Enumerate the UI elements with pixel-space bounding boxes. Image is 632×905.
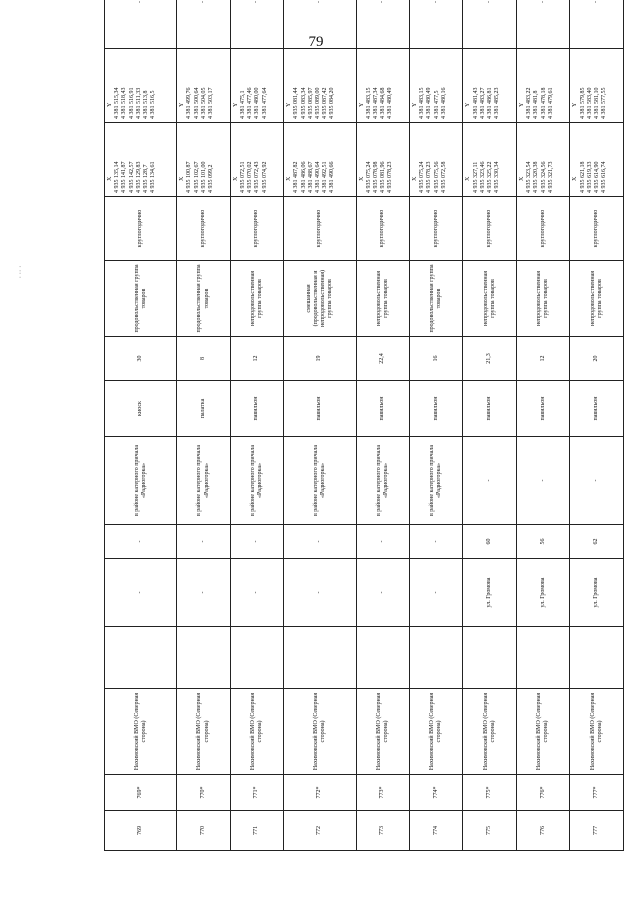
coordinate-value: 4 935 619,33 [586,161,593,193]
operating-mode-cell: круглогодично [409,197,462,261]
object-type-cell: павильон [284,381,356,437]
district-cell: Нахимовский ВМО (Северная сторона) [570,689,624,775]
note-cell: - [177,0,230,49]
x-axis-label: X [107,176,113,181]
specialization-cell: продовольственная группа товаров [177,261,230,337]
coordinate-value: 4 935 075,24 [419,161,426,193]
operating-mode-cell: круглогодично [230,197,283,261]
row-number-cell: 771 [230,811,283,851]
scheme-number-cell: 771* [230,775,283,811]
scheme-number-cell: 777* [570,775,624,811]
y-coordinates-cell [570,49,624,123]
note-cell: - [463,0,516,49]
scheme-number-cell: 772* [284,775,356,811]
kiosk-placement-table [104,0,624,851]
coordinate-value: 4 935 614,90 [594,161,600,193]
coordinate-value: 4 381 504,05 [200,87,207,119]
object-type-cell: павильон [356,381,409,437]
x-axis-label: X [518,176,525,181]
coordinate-value: 4 935 081,96 [380,161,387,193]
coordinate-value: 4 935 135,14 [114,161,121,193]
street-cell: - [177,559,230,627]
empty-cell [177,627,230,689]
operating-mode-cell: круглогодично [463,197,516,261]
object-type-cell: палатка [177,381,230,437]
specialization-cell: непродовольственная группа товаров [463,261,516,337]
coordinate-value: 4 935 129,83 [135,161,142,193]
specialization-cell: непродовольственная группа товаров [356,261,409,337]
row-number-cell: 773 [356,811,409,851]
coordinate-value: 4 935 141,87 [121,161,128,193]
coordinate-value: 4 381 513,8 [142,90,149,119]
area-cell: 12 [230,337,283,381]
row-number-cell: 775 [463,811,516,851]
x-coordinates-cell [230,123,283,197]
district-cell: Нахимовский ВМО (Северная сторона) [409,689,462,775]
y-coordinates-cell [409,49,462,123]
specialization-cell: продовольственная группа товаров [409,261,462,337]
table-row [284,0,356,851]
y-coordinates-cell [105,49,177,123]
object-type-cell: павильон [516,381,569,437]
operating-mode-cell: круглогодично [105,197,177,261]
object-type-cell: павильон [570,381,624,437]
y-coordinates-cell [284,49,356,123]
coordinate-value: 4 935 078,23 [426,161,433,193]
landmark-cell: в районе катерного причала «Радиогорка» [177,437,230,525]
coordinate-value: 4 935 078,23 [387,161,394,193]
coordinate-value: 4 935 324,56 [540,161,547,193]
row-number-cell: 776 [516,811,569,851]
coordinate-value: 4 381 500,64 [193,87,200,119]
landmark-cell: - [570,437,624,525]
coordinate-value: 4 935 072,51 [239,161,246,193]
row-number-cell: 777 [570,811,624,851]
empty-cell [230,627,283,689]
empty-cell [409,627,462,689]
specialization-cell: непродовольственная группа товаров [516,261,569,337]
district-cell: Нахимовский ВМО (Северная сторона) [105,689,177,775]
landmark-cell: в районе катерного причала «Радиогорка» [409,437,462,525]
y-axis-label: Y [286,102,293,107]
coordinate-value: 4 935 087,42 [322,87,329,119]
coordinate-value: 4 381 483,15 [365,87,372,119]
y-axis-label: Y [465,102,472,107]
street-cell: - [356,559,409,627]
y-axis-label: Y [518,102,525,107]
coordinate-value: 4 935 134,61 [150,161,157,193]
row-number-cell: 769 [105,811,177,851]
specialization-cell: непродовольственная группа товаров [570,261,624,337]
street-cell: - [105,559,177,627]
coordinate-value: 4 935 327,11 [472,161,479,193]
coordinate-value: 4 381 477,64 [261,87,268,119]
note-cell: - [356,0,409,49]
street-cell: ул. Громова [570,559,624,627]
y-coordinates-cell [516,49,569,123]
coordinate-value: 4 381 516,91 [128,87,135,119]
row-number-cell: 770 [177,811,230,851]
landmark-cell: в районе катерного причала «Радиогорка» [284,437,356,525]
coordinate-value: 4 935 621,18 [579,161,586,193]
x-axis-label: X [232,176,239,181]
x-axis-label: X [465,176,472,181]
coordinate-value: 4 381 480,16 [440,87,447,119]
coordinate-value: 4 381 487,82 [293,161,300,193]
coordinate-value: 4 935 072,58 [440,161,447,193]
scheme-number-cell: 769* [105,775,177,811]
coordinate-value: 4 381 583,40 [586,87,593,119]
x-axis-label: X [572,176,579,181]
coordinate-value: 4 935 616,74 [601,161,608,193]
rotated-table-area [104,1,624,851]
x-coordinates-cell [356,123,409,197]
y-axis-label: Y [358,102,365,107]
coordinate-value: 4 381 511,33 [135,87,142,119]
coordinate-value: 4 935 081,44 [293,87,300,119]
coordinate-value: 4 935 099,2 [208,164,215,193]
landmark-cell: в районе катерного причала «Радиогорка» [230,437,283,525]
table-row [516,0,569,851]
table-row [409,0,462,851]
district-cell: Нахимовский ВМО (Северная сторона) [516,689,569,775]
area-cell: 21,3 [463,337,516,381]
area-cell: 8 [177,337,230,381]
x-coordinates-cell [105,123,177,197]
coordinate-value: 4 381 490,64 [314,161,321,193]
y-axis-label: Y [411,102,418,107]
empty-cell [570,627,624,689]
coordinate-value: 4 935 084,20 [329,87,336,119]
table-row [570,0,624,851]
note-cell: - [570,0,624,49]
coordinate-value: 4 381 492,51 [322,161,329,193]
note-cell: - [516,0,569,49]
house-number-cell: 56 [516,525,569,559]
coordinate-value: 4 935 325,22 [487,161,494,193]
operating-mode-cell: круглогодично [356,197,409,261]
x-axis-label: X [411,176,418,181]
street-cell: - [230,559,283,627]
coordinate-value: 4 381 581,10 [594,87,600,119]
coordinate-value: 4 935 142,57 [128,161,135,193]
y-axis-label: Y [572,102,579,107]
object-type-cell: павильон [409,381,462,437]
x-coordinates-cell [463,123,516,197]
street-cell: - [284,559,356,627]
area-cell: 22,4 [356,337,409,381]
table-row [356,0,409,851]
coordinate-value: 4 935 320,38 [533,161,540,193]
rotated-table [104,1,624,851]
coordinate-value: 4 935 321,73 [547,161,554,193]
coordinate-value: 4 381 490,66 [329,161,336,193]
coordinate-value: 4 381 499,76 [186,87,193,119]
specialization-cell: продовольственная группа товаров [105,261,177,337]
specialization-cell: непродовольственная группа товаров [230,261,283,337]
y-coordinates-cell [356,49,409,123]
district-cell: Нахимовский ВМО (Северная сторона) [177,689,230,775]
coordinate-value: 4 381 488,67 [307,161,314,193]
coordinate-value: 4 381 480,49 [426,87,433,119]
y-coordinates-cell [177,49,230,123]
coordinate-value: 4 381 503,17 [208,87,215,119]
coordinate-value: 4 381 475,1 [239,90,246,119]
house-number-cell: - [284,525,356,559]
coordinate-value: 4 935 070,02 [247,161,254,193]
empty-cell [463,627,516,689]
scheme-number-cell: 774* [409,775,462,811]
coordinate-value: 4 381 516,5 [150,90,157,119]
coordinate-value: 4 381 478,18 [540,87,547,119]
x-coordinates-cell [570,123,624,197]
house-number-cell: - [105,525,177,559]
district-cell: Нахимовский ВМО (Северная сторона) [230,689,283,775]
x-coordinates-cell [516,123,569,197]
coordinate-value: 4 935 128,7 [142,164,149,193]
house-number-cell: - [230,525,283,559]
district-cell: Нахимовский ВМО (Северная сторона) [284,689,356,775]
coordinate-value: 4 935 075,24 [365,161,372,193]
coordinate-value: 4 935 102,67 [193,161,200,193]
street-cell: ул. Громова [463,559,516,627]
object-type-cell: павильон [463,381,516,437]
area-cell: 30 [105,337,177,381]
page-number: 79 [308,34,324,50]
coordinate-value: 4 381 477,46 [247,87,254,119]
area-cell: 16 [409,337,462,381]
operating-mode-cell: круглогодично [516,197,569,261]
scheme-number-cell: 770* [177,775,230,811]
district-cell: Нахимовский ВМО (Северная сторона) [463,689,516,775]
row-number-cell: 774 [409,811,462,851]
coordinate-value: 4 935 101,00 [200,161,207,193]
landmark-cell: в районе катерного причала «Радиогорка» [356,437,409,525]
coordinate-value: 4 935 074,92 [261,161,268,193]
coordinate-value: 4 381 483,27 [479,87,486,119]
coordinate-value: 4 381 486,81 [487,87,494,119]
table-row [177,0,230,851]
operating-mode-cell: круглогодично [570,197,624,261]
coordinate-value: 4 935 085,97 [307,87,314,119]
coordinate-value: 4 381 487,34 [372,87,379,119]
x-axis-label: X [286,176,293,181]
table-row [463,0,516,851]
coordinate-value: 4 381 479,61 [547,87,554,119]
object-type-cell: павильон [230,381,283,437]
area-cell: 20 [570,337,624,381]
area-cell: 19 [284,337,356,381]
street-cell: ул. Громова [516,559,569,627]
landmark-cell: в районе катерного причала «Радиогорка» [105,437,177,525]
coordinate-value: 4 381 480,00 [254,87,261,119]
coordinate-value: 4 381 483,15 [419,87,426,119]
empty-cell [356,627,409,689]
coordinate-value: 4 381 480,49 [387,87,394,119]
empty-cell [516,627,569,689]
district-cell: Нахимовский ВМО (Северная сторона) [356,689,409,775]
coordinate-value: 4 381 579,85 [579,87,586,119]
scan-artifact: · ·· · [16,265,25,279]
coordinate-value: 4 935 100,87 [186,161,193,193]
coordinate-value: 4 381 485,23 [494,87,501,119]
scheme-number-cell: 775* [463,775,516,811]
coordinate-value: 4 381 481,8 [533,90,540,119]
coordinate-value: 4 935 072,43 [254,161,261,193]
coordinate-value: 4 935 323,54 [526,161,533,193]
area-cell: 12 [516,337,569,381]
x-coordinates-cell [284,123,356,197]
coordinate-value: 4 935 089,00 [314,87,321,119]
landmark-cell: - [516,437,569,525]
x-axis-label: X [358,176,365,181]
scheme-number-cell: 773* [356,775,409,811]
x-axis-label: X [179,176,186,181]
y-coordinates-cell [463,49,516,123]
coordinate-value: 4 381 577,55 [601,87,608,119]
coordinate-value: 4 935 078,98 [372,161,379,193]
empty-cell [284,627,356,689]
table-row [230,0,283,851]
operating-mode-cell: круглогодично [177,197,230,261]
y-axis-label: Y [107,102,113,107]
object-type-cell: киоск [105,381,177,437]
y-axis-label: Y [179,102,186,107]
coordinate-value: 4 381 484,68 [380,87,387,119]
y-coordinates-cell [230,49,283,123]
coordinate-value: 4 381 518,43 [121,87,128,119]
landmark-cell: - [463,437,516,525]
coordinate-value: 4 935 323,46 [479,161,486,193]
note-cell: - [105,0,177,49]
house-number-cell: - [409,525,462,559]
note-cell: - [409,0,462,49]
coordinate-value: 4 935 083,34 [300,87,307,119]
row-number-cell: 772 [284,811,356,851]
coordinate-value: 4 381 515,34 [114,87,121,119]
house-number-cell: - [177,525,230,559]
operating-mode-cell: круглогодично [284,197,356,261]
street-cell: - [409,559,462,627]
y-axis-label: Y [232,102,239,107]
empty-cell [105,627,177,689]
table-row [105,0,177,851]
coordinate-value: 4 935 075,56 [433,161,440,193]
note-cell: - [284,0,356,49]
coordinate-value: 4 935 330,34 [494,161,501,193]
house-number-cell: 60 [463,525,516,559]
house-number-cell: - [356,525,409,559]
x-coordinates-cell [177,123,230,197]
note-cell: - [230,0,283,49]
specialization-cell: смешанная (продовольственная и непродовольственная) группа товаров [284,261,356,337]
scheme-number-cell: 776* [516,775,569,811]
coordinate-value: 4 381 483,22 [526,87,533,119]
coordinate-value: 4 381 486,06 [300,161,307,193]
x-coordinates-cell [409,123,462,197]
coordinate-value: 4 381 477,5 [433,90,440,119]
house-number-cell: 62 [570,525,624,559]
coordinate-value: 4 381 481,43 [472,87,479,119]
